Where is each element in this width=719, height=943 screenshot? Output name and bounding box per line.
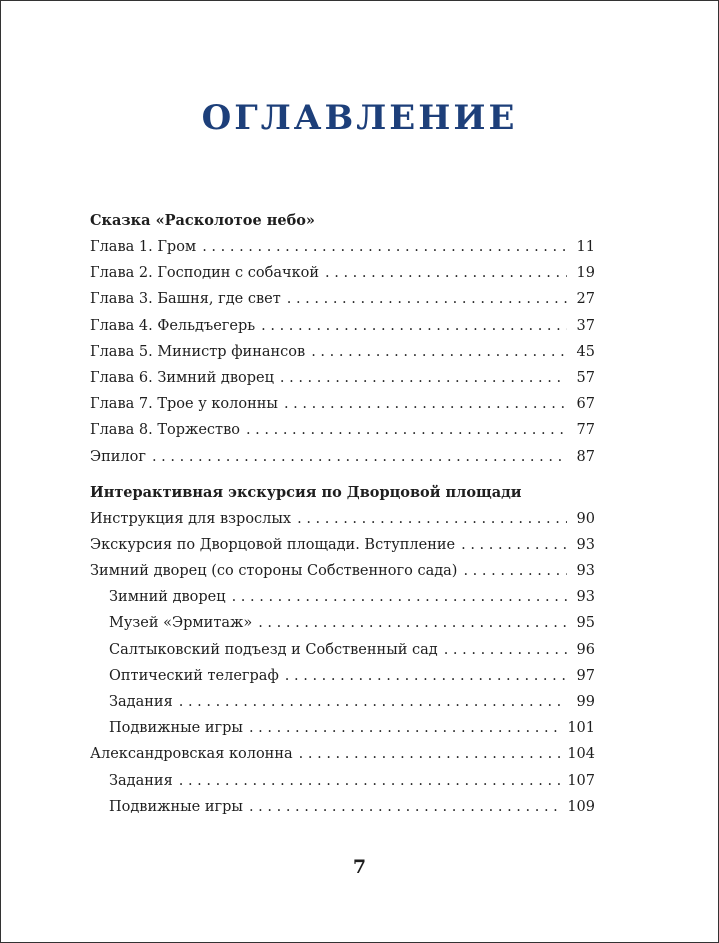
table-of-contents	[90, 208, 595, 820]
toc-subentry	[90, 610, 595, 636]
dot-leader	[325, 260, 567, 286]
toc-section-heading: Сказка «Расколотое небо»	[90, 212, 315, 229]
toc-entry-label: Глава 5. Министр финансов	[90, 343, 306, 360]
dot-leader	[261, 313, 567, 339]
dot-leader	[285, 663, 567, 689]
toc-entry	[90, 286, 595, 312]
toc-subentry	[90, 584, 595, 610]
toc-entry-page: 109	[567, 794, 595, 820]
toc-entry	[90, 506, 595, 532]
toc-subentry	[90, 637, 595, 663]
dot-leader	[299, 741, 562, 767]
toc-entry-page: 57	[573, 365, 595, 391]
dot-leader	[179, 768, 562, 794]
toc-entry-page: 93	[573, 532, 595, 558]
toc-entry-page: 95	[573, 610, 595, 636]
toc-subentry	[90, 715, 595, 741]
toc-entry-label: Экскурсия по Дворцовой площади. Вступление	[90, 536, 456, 553]
toc-entry-label: Глава 4. Фельдъегерь	[90, 317, 256, 334]
dot-leader	[287, 286, 567, 312]
toc-subentry	[90, 768, 595, 794]
toc-entry-page: 107	[567, 768, 595, 794]
toc-entry-page: 97	[573, 663, 595, 689]
toc-entry	[90, 365, 595, 391]
toc-entry-label: Эпилог	[90, 448, 146, 465]
toc-entry	[90, 532, 595, 558]
toc-section-heading: Интерактивная экскурсия по Дворцовой площади	[90, 483, 522, 501]
toc-entry-page: 90	[573, 506, 595, 532]
toc-entry	[90, 391, 595, 417]
toc-entry-label: Салтыковский подъезд и Собственный сад	[109, 641, 438, 658]
toc-entry-page: 11	[573, 234, 595, 260]
dot-leader	[179, 689, 567, 715]
toc-subentry	[90, 689, 595, 715]
toc-entry-label: Глава 6. Зимний дворец	[90, 369, 274, 386]
toc-entry-page: 67	[573, 391, 595, 417]
toc-entry-label: Александровская колонна	[90, 746, 293, 763]
toc-entry-page: 77	[573, 417, 595, 443]
toc-entry	[90, 260, 595, 286]
toc-entry	[90, 234, 595, 260]
toc-entry-label: Инструкция для взрослых	[90, 510, 292, 527]
dot-leader	[297, 506, 567, 532]
toc-entry-label: Задания	[109, 772, 173, 789]
toc-entry-page: 19	[573, 260, 595, 286]
toc-entry-label: Глава 7. Трое у колонны	[90, 396, 278, 413]
toc-entry	[90, 444, 595, 470]
dot-leader	[258, 610, 567, 636]
toc-entry-page: 96	[573, 637, 595, 663]
toc-entry-page: 99	[573, 689, 595, 715]
toc-entry	[90, 339, 595, 365]
toc-entry-label: Глава 1. Гром	[90, 239, 197, 255]
toc-entry-page: 101	[567, 715, 595, 741]
toc-entry-page: 37	[573, 313, 595, 339]
toc-entry-page: 87	[573, 444, 595, 470]
toc-entry-page: 45	[573, 339, 595, 365]
toc-entry-page: 93	[573, 584, 595, 610]
toc-entry-label: Глава 8. Торжество	[90, 422, 240, 439]
toc-entry-label: Зимний дворец	[109, 589, 226, 606]
toc-entry-page: 93	[573, 558, 595, 584]
page-number: 7	[352, 856, 367, 878]
toc-entry-label: Подвижные игры	[109, 798, 243, 815]
dot-leader	[232, 584, 567, 610]
toc-entry-label: Глава 2. Господин с собачкой	[90, 265, 320, 282]
toc-entry	[90, 558, 595, 584]
dot-leader	[284, 391, 567, 417]
dot-leader	[202, 234, 567, 260]
dot-leader	[311, 339, 567, 365]
toc-entry-page: 104	[567, 741, 595, 767]
toc-subentry	[90, 794, 595, 820]
toc-entry-label: Глава 3. Башня, где свет	[90, 291, 281, 308]
dot-leader	[249, 715, 561, 741]
toc-entry	[90, 417, 595, 443]
toc-entry-label: Зимний дворец (со стороны Собственного сада)	[90, 563, 458, 580]
toc-entry	[90, 741, 595, 767]
dot-leader	[461, 532, 567, 558]
dot-leader	[152, 444, 567, 470]
toc-entry-page: 27	[573, 286, 595, 312]
dot-leader	[444, 637, 567, 663]
toc-entry-label: Задания	[109, 694, 173, 710]
page-title: ОГЛАВЛЕНИЕ	[201, 98, 518, 138]
dot-leader	[280, 365, 567, 391]
dot-leader	[246, 417, 567, 443]
toc-entry-label: Музей «Эрмитаж»	[109, 615, 253, 632]
toc-entry-label: Оптический телеграф	[109, 667, 279, 684]
toc-subentry	[90, 663, 595, 689]
toc-entry-label: Подвижные игры	[109, 720, 243, 737]
dot-leader	[249, 794, 561, 820]
dot-leader	[463, 558, 567, 584]
toc-entry	[90, 313, 595, 339]
